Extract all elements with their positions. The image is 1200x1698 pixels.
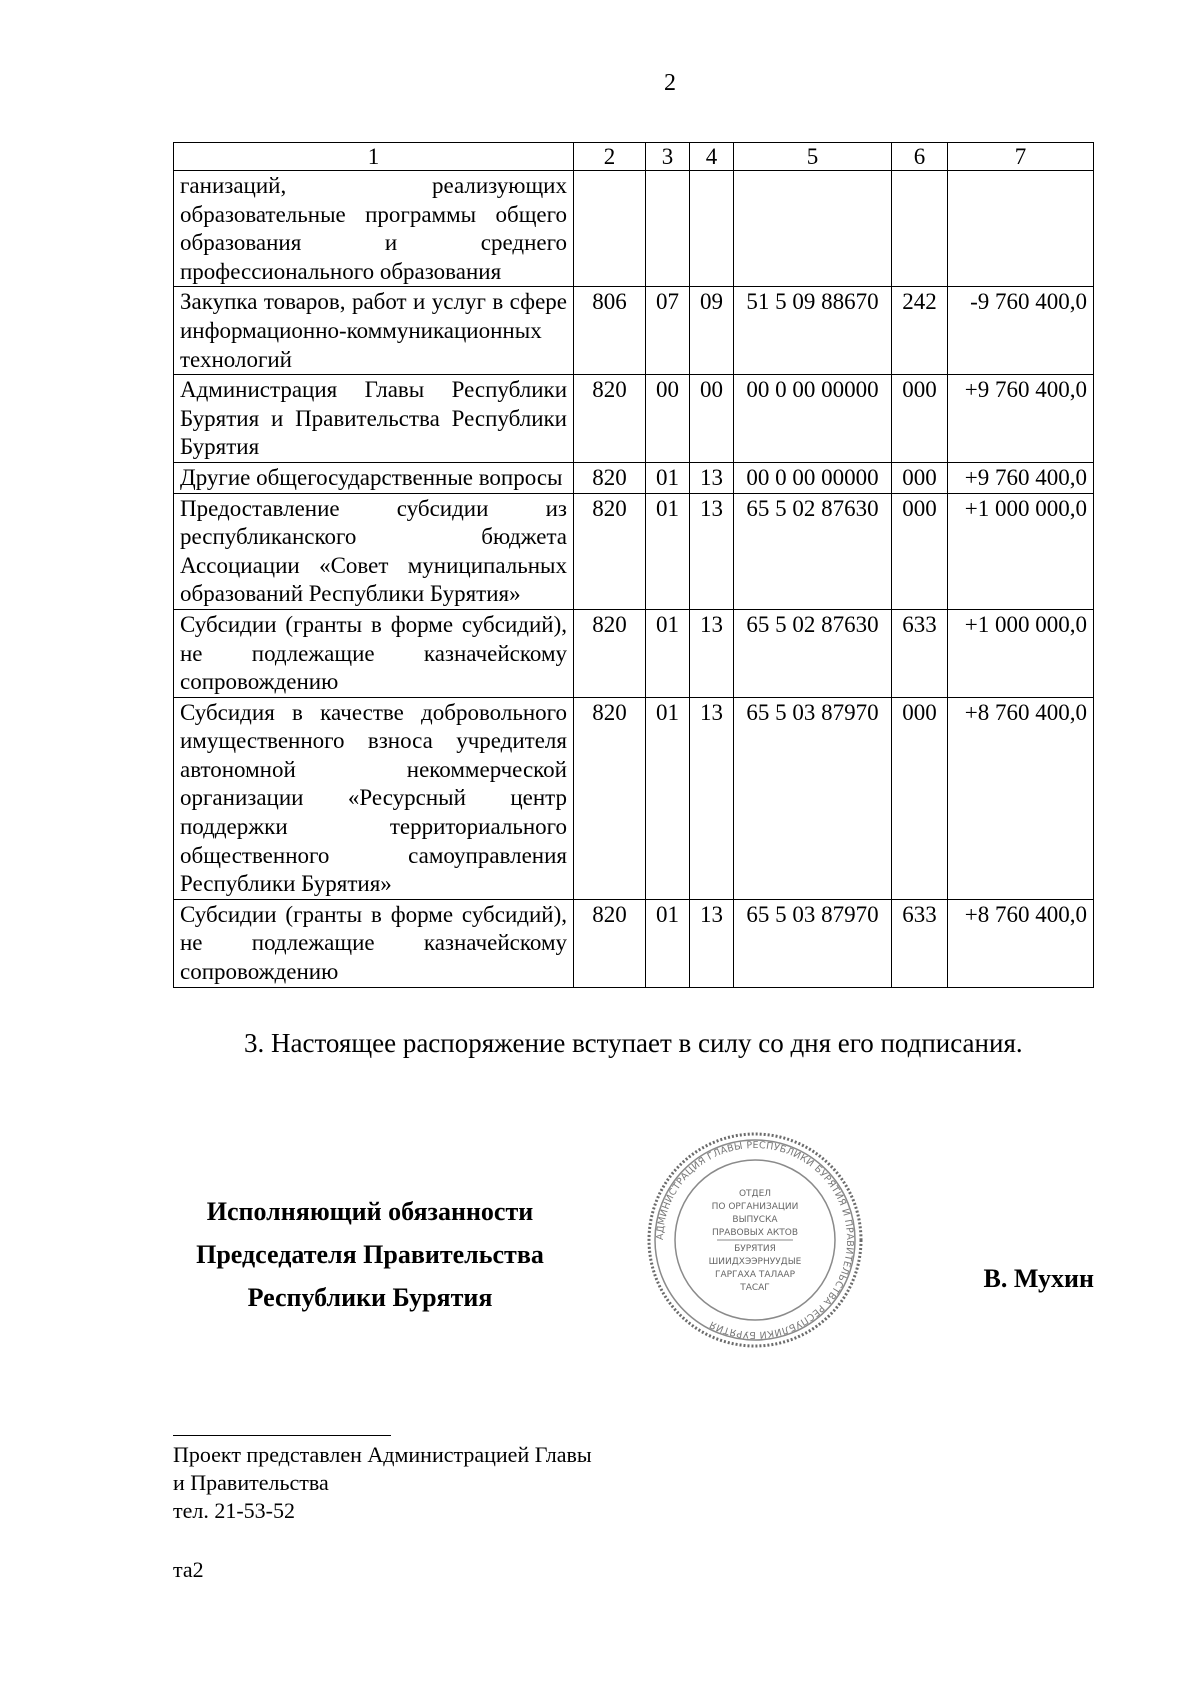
- table-row: [174, 609, 1094, 697]
- footnote-line: Проект представлен Администрацией Главы: [173, 1442, 592, 1467]
- header-cell: 3: [646, 143, 690, 171]
- effective-date-paragraph: 3. Настоящее распоряжение вступает в силу со дня его подписания.: [244, 1028, 1023, 1058]
- cell-c5: 00 0 00 00000: [734, 375, 892, 463]
- row-name: Субсидии (гранты в форме субсидий), не подлежащие казначейскому сопровождению: [174, 609, 574, 697]
- table-row: [174, 171, 1094, 287]
- cell-c4: 13: [690, 609, 734, 697]
- cell-c3: 01: [646, 493, 690, 609]
- header-cell: 7: [948, 143, 1094, 171]
- cell-c2: 820: [574, 493, 646, 609]
- cell-c4: 00: [690, 375, 734, 463]
- cell-c6: 000: [892, 462, 948, 493]
- table-row: [174, 287, 1094, 375]
- header-cell: 1: [174, 143, 574, 171]
- document-code: та2: [173, 1557, 204, 1582]
- cell-c4: 09: [690, 287, 734, 375]
- footnote-line: и Правительства: [173, 1470, 329, 1495]
- row-name: Администрация Главы Республики Бурятия и Правительства Республики Бурятия: [174, 375, 574, 463]
- row-name: Субсидии (гранты в форме субсидий), не подлежащие казначейскому сопровождению: [174, 899, 574, 987]
- cell-c5: 65 5 02 87630: [734, 609, 892, 697]
- cell-c7: +9 760 400,0: [948, 462, 1094, 493]
- signatory-title: [160, 1190, 580, 1319]
- row-name: Субсидия в качестве добровольного имущественного взноса учредителя автономной некоммерческой организации «Ресурсный центр поддержки территориального общественного самоуправления Республики Бурятия»: [174, 697, 574, 899]
- cell-c3: 07: [646, 287, 690, 375]
- signatory-title-line: Республики Бурятия: [247, 1283, 493, 1312]
- table-row: [174, 375, 1094, 463]
- footnote-line: тел. 21-53-52: [173, 1498, 296, 1523]
- cell-c6: 000: [892, 375, 948, 463]
- cell-c2: 820: [574, 697, 646, 899]
- cell-c2: [574, 171, 646, 287]
- seal-text-line: ТАСАГ: [740, 1283, 770, 1293]
- cell-c2: 820: [574, 375, 646, 463]
- footnote-divider: [173, 1435, 391, 1436]
- page-number: 2: [664, 70, 676, 96]
- table-row: [174, 493, 1094, 609]
- seal-text-line: ГАРГАХА ТАЛААР: [714, 1270, 796, 1280]
- signatory-title-line: Исполняющий обязанности: [206, 1197, 534, 1226]
- header-cell: 6: [892, 143, 948, 171]
- cell-c4: 13: [690, 899, 734, 987]
- table-row: [174, 899, 1094, 987]
- seal-text-line: ШИИДХЭЭРНУУДЫЕ: [708, 1257, 802, 1267]
- cell-c7: -9 760 400,0: [948, 287, 1094, 375]
- seal-text-line: ОТДЕЛ: [738, 1189, 772, 1199]
- seal-text-line: ПО ОРГАНИЗАЦИИ: [711, 1202, 799, 1212]
- row-name: Предоставление субсидии из республиканского бюджета Ассоциации «Совет муниципальных образований Республики Бурятия»: [174, 493, 574, 609]
- cell-c5: 00 0 00 00000: [734, 462, 892, 493]
- cell-c4: [690, 171, 734, 287]
- signatory-name: В. Мухин: [983, 1264, 1094, 1293]
- cell-c7: +9 760 400,0: [948, 375, 1094, 463]
- cell-c7: +8 760 400,0: [948, 899, 1094, 987]
- cell-c2: 820: [574, 609, 646, 697]
- cell-c5: 65 5 03 87970: [734, 899, 892, 987]
- cell-c3: 01: [646, 462, 690, 493]
- cell-c7: +8 760 400,0: [948, 697, 1094, 899]
- cell-c5: [734, 171, 892, 287]
- row-name: ганизаций, реализующих образовательные программы общего образования и среднего профессионального образования: [174, 171, 574, 287]
- cell-c3: 01: [646, 697, 690, 899]
- seal-text-line: ВЫПУСКА: [732, 1215, 778, 1225]
- cell-c5: 65 5 03 87970: [734, 697, 892, 899]
- cell-c2: 806: [574, 287, 646, 375]
- cell-c6: 242: [892, 287, 948, 375]
- cell-c7: +1 000 000,0: [948, 609, 1094, 697]
- cell-c7: +1 000 000,0: [948, 493, 1094, 609]
- table-header-row: [174, 143, 1094, 171]
- cell-c3: 00: [646, 375, 690, 463]
- seal-text-line: БУРЯТИЯ: [734, 1244, 776, 1254]
- seal-text-line: ПРАВОВЫХ АКТОВ: [711, 1228, 799, 1238]
- seal-outer-text: АДМИНИСТРАЦИЯ ГЛАВЫ РЕСПУБЛИКИ БУРЯТИЯ И ПРАВИТЕЛЬСТВА РЕСПУБЛИКИ БУРЯТИЯ: [654, 1139, 856, 1341]
- row-name: Закупка товаров, работ и услуг в сфере информационно-коммуникационных технологий: [174, 287, 574, 375]
- cell-c5: 51 5 09 88670: [734, 287, 892, 375]
- footnote: [173, 1441, 592, 1525]
- cell-c6: 633: [892, 899, 948, 987]
- cell-c6: [892, 171, 948, 287]
- cell-c2: 820: [574, 462, 646, 493]
- cell-c3: 01: [646, 899, 690, 987]
- cell-c6: 000: [892, 697, 948, 899]
- signatory-title-line: Председателя Правительства: [196, 1240, 544, 1269]
- header-cell: 5: [734, 143, 892, 171]
- header-cell: 4: [690, 143, 734, 171]
- row-name: Другие общегосударственные вопросы: [174, 462, 574, 493]
- table-row: [174, 462, 1094, 493]
- budget-table: [173, 142, 1094, 988]
- header-cell: 2: [574, 143, 646, 171]
- cell-c5: 65 5 02 87630: [734, 493, 892, 609]
- cell-c2: 820: [574, 899, 646, 987]
- cell-c3: [646, 171, 690, 287]
- cell-c6: 000: [892, 493, 948, 609]
- cell-c3: 01: [646, 609, 690, 697]
- official-seal: [645, 1130, 865, 1350]
- cell-c7: [948, 171, 1094, 287]
- cell-c4: 13: [690, 697, 734, 899]
- cell-c4: 13: [690, 493, 734, 609]
- cell-c4: 13: [690, 462, 734, 493]
- cell-c6: 633: [892, 609, 948, 697]
- table-row: [174, 697, 1094, 899]
